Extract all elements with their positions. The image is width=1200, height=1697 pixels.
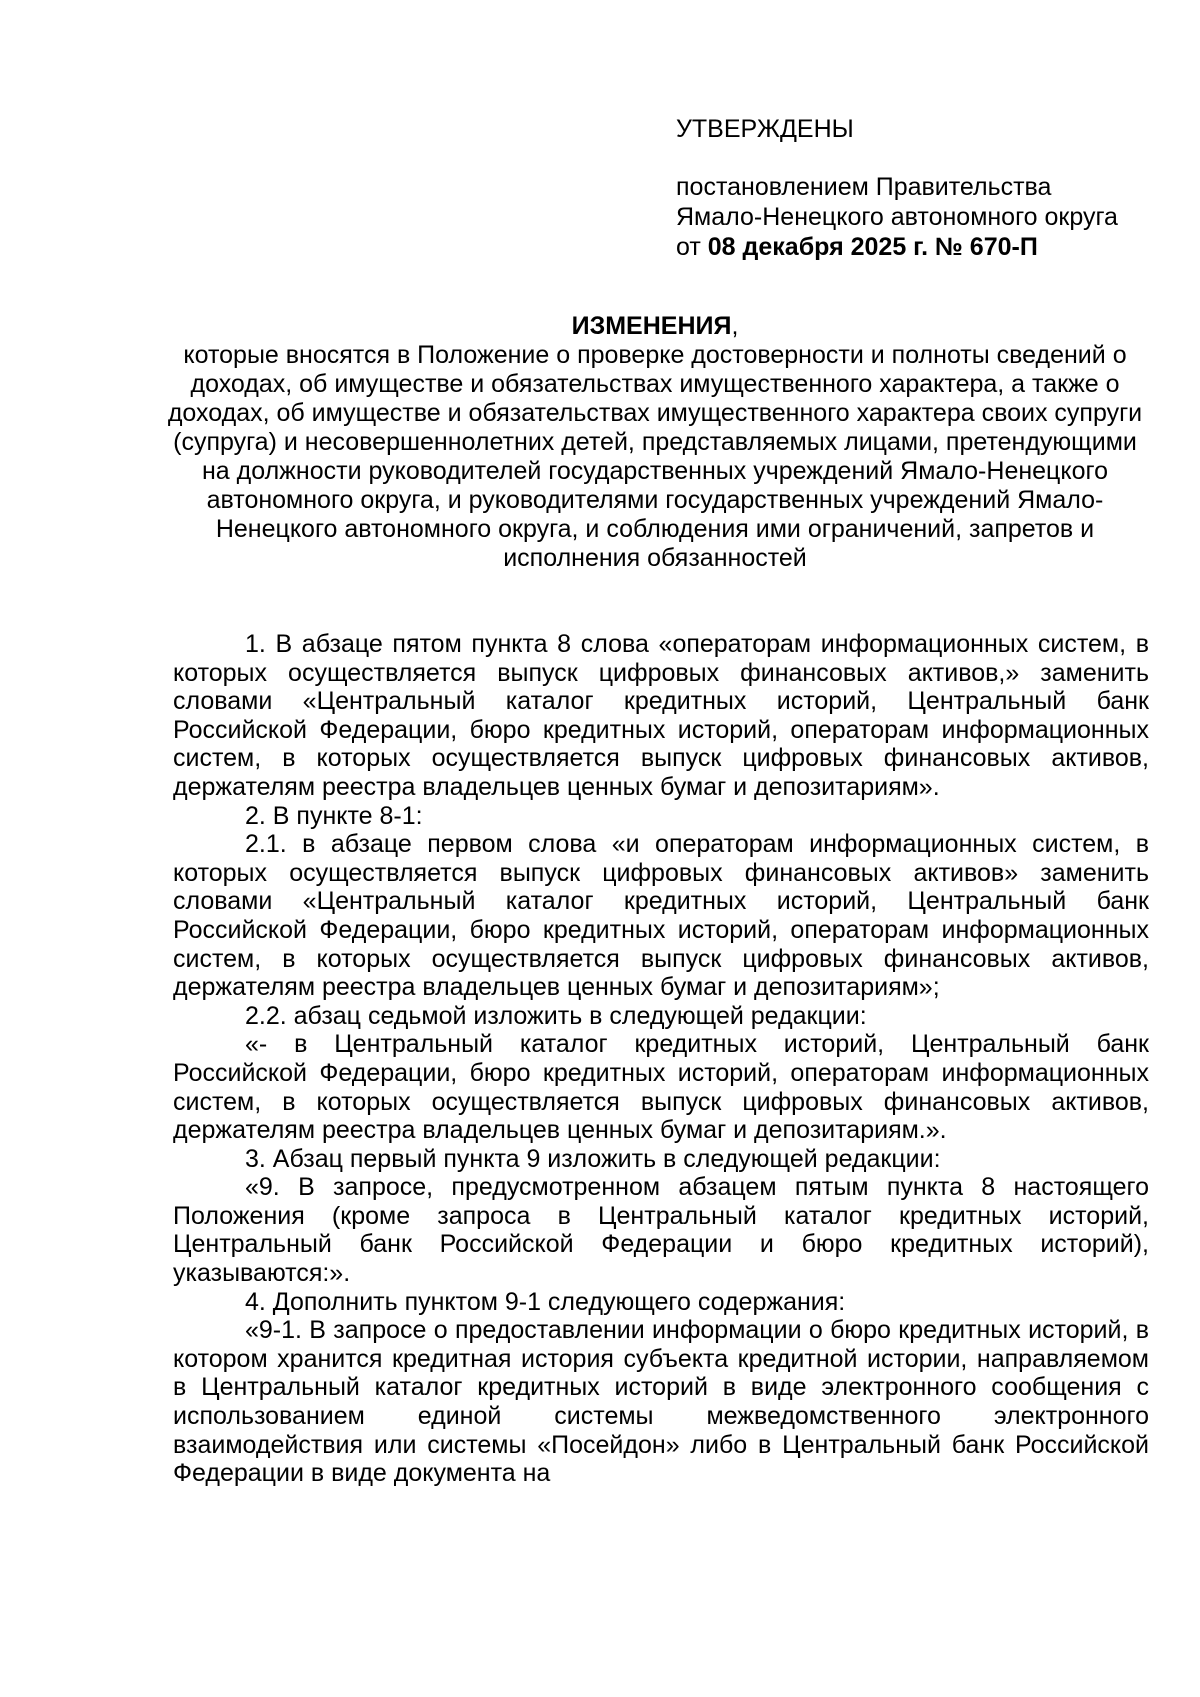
body-paragraph: 4. Дополнить пунктом 9-1 следующего содержания: bbox=[245, 1287, 846, 1316]
body-paragraph: 3. Абзац первый пункта 9 изложить в следующей редакции: bbox=[245, 1144, 941, 1173]
body-paragraph: 1. В абзаце пятом пункта 8 слова «операторам информационных систем, в которых осуществляется выпуск цифровых финансовых активов,» заменить словами «Центральный каталог кредитных историй, Центральный банк Российской Федерации, бюро кредитных историй, операторам информационных систем, в которых осуществляется выпуск цифровых финансовых активов, держателям реестра владельцев ценных бумаг и депозитариям». bbox=[173, 630, 1149, 801]
title-line bbox=[160, 312, 1150, 341]
approval-line-2: Ямало-Ненецкого автономного округа bbox=[676, 203, 1118, 231]
body-paragraph: 2.1. в абзаце первом слова «и операторам информационных систем, в которых осуществляется выпуск цифровых финансовых активов» заменить словами «Центральный каталог кредитных историй, Центральный банк Российской Федерации, бюро кредитных историй, операторам информационных систем, в которых осуществляется выпуск цифровых финансовых активов, держателям реестра владельцев ценных бумаг и депозитариям»; bbox=[173, 830, 1149, 1002]
document-body bbox=[173, 630, 1149, 1488]
title-comma: , bbox=[731, 312, 739, 340]
approval-date-number: 08 декабря 2025 г. № 670-П bbox=[707, 233, 1038, 261]
approval-line-1: постановлением Правительства bbox=[676, 173, 1052, 201]
approval-date-prefix: от bbox=[676, 233, 701, 261]
body-paragraph: 2. В пункте 8-1: bbox=[245, 801, 423, 830]
document-subtitle: которые вносятся в Положение о проверке достоверности и полноты сведений о доходах, об имуществе и обязательствах имущественного характера, а также о доходах, об имуществе и обязательствах имущественного характера своих супруги (супруга) и несовершеннолетних детей, представляемых лицами, претендующими на должности руководителей государственных учреждений Ямало-Ненецкого автономного округа, и руководителями государственных учреждений Ямало-Ненецкого автономного округа, и соблюдения ими ограничений, запретов и исполнения обязанностей bbox=[167, 341, 1143, 572]
body-paragraph: 2.2. абзац седьмой изложить в следующей редакции: bbox=[245, 1001, 867, 1030]
body-paragraph: «9. В запросе, предусмотренном абзацем пятым пункта 8 настоящего Положения (кроме запроса в Центральный каталог кредитных историй, Центральный банк Российской Федерации и бюро кредитных историй), указываются:». bbox=[173, 1173, 1149, 1288]
document-heading bbox=[160, 312, 1150, 573]
body-paragraph: «- в Центральный каталог кредитных историй, Центральный банк Российской Федерации, бюро кредитных историй, операторам информационных систем, в которых осуществляется выпуск цифровых финансовых активов, держателям реестра владельцев ценных бумаг и депозитариям.». bbox=[173, 1030, 1149, 1145]
approval-date-line bbox=[676, 232, 1176, 262]
approval-heading: УТВЕРЖДЕНЫ bbox=[676, 115, 854, 143]
approval-block bbox=[676, 114, 1176, 262]
body-paragraph: «9-1. В запросе о предоставлении информации о бюро кредитных историй, в котором хранится кредитная история субъекта кредитной истории, направляемом в Центральный каталог кредитных историй в виде электронного сообщения с использованием единой системы межведомственного электронного взаимодействия или системы «Посейдон» либо в Центральный банк Российской Федерации в виде документа на bbox=[173, 1316, 1149, 1488]
approval-spacer bbox=[676, 144, 1176, 172]
document-title: ИЗМЕНЕНИЯ bbox=[571, 312, 732, 340]
